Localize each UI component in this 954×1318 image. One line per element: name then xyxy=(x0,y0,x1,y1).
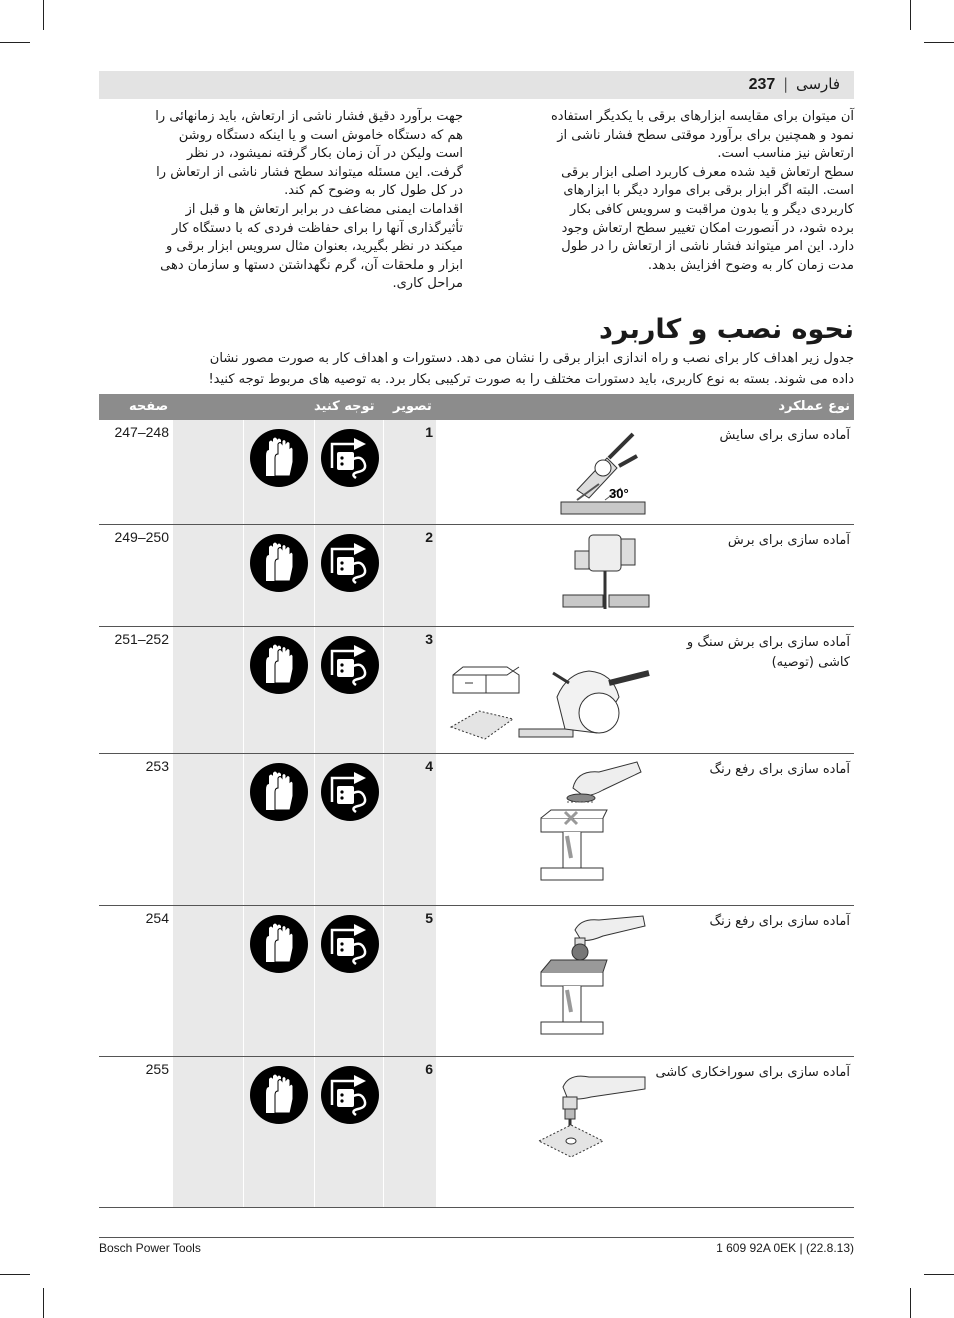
grey-cell xyxy=(384,1057,436,1207)
header-page: صفحه xyxy=(129,399,169,414)
grinding-illustration xyxy=(559,428,653,518)
crop-mark xyxy=(0,42,30,43)
figure-number: 4 xyxy=(425,758,433,774)
crop-mark xyxy=(910,1288,911,1318)
intro-line: داده می شوند. بسته به نوع کاربری، باید دستورات مختلف را به صورت ترکیبی بکار برد. به توصیه های مربوط توجه کنید! xyxy=(208,372,854,387)
text-column-left xyxy=(99,108,463,294)
unplug-icon xyxy=(320,914,380,974)
table-header xyxy=(99,394,854,420)
unplug-icon xyxy=(320,1065,380,1125)
unplug-icon xyxy=(320,635,380,695)
table-row xyxy=(99,754,854,906)
paragraph-line: گرفت. این مسئله میتواند سطح فشار ناشی از ارتعاش را xyxy=(156,164,463,180)
paragraph-line: میکند در نظر بگیرید، بعنوان مثال سرویس ابزار برقی و xyxy=(166,239,463,255)
paragraph-line: اقدامات ایمنی مضاعف در برابر ارتعاش ها و قبل از xyxy=(185,201,463,217)
gloves-icon xyxy=(249,635,309,695)
grey-cell xyxy=(384,754,436,905)
table-row xyxy=(99,525,854,627)
unplug-icon xyxy=(320,428,380,488)
table-row xyxy=(99,420,854,525)
figure-number: 3 xyxy=(425,631,433,647)
grey-cell xyxy=(173,906,243,1056)
paragraph-line: آن میتوان برای مقایسه ابزارهای برقی با یکدیگر استفاده xyxy=(550,109,854,124)
paragraph-line: است. البته اگر ابزار برقی برای موارد دیگر با ابزارهای xyxy=(563,183,854,199)
header-note: توجه کنید xyxy=(314,399,375,414)
paragraph-line: در کل طول کار به وضوح کم کند. xyxy=(284,183,463,199)
paragraph-line: است ولیکن در آن زمان بکار گرفته نمیشود، در نظر xyxy=(186,146,463,162)
tile-drilling-illustration xyxy=(537,1071,649,1161)
unplug-icon xyxy=(320,762,380,822)
page-reference: 255 xyxy=(145,1061,169,1077)
figure-number: 1 xyxy=(425,424,433,440)
table-row xyxy=(99,627,854,754)
page-reference: 247–248 xyxy=(114,424,169,440)
application-text: آماده سازی برای سوراخکاری کاشی xyxy=(655,1065,850,1080)
gloves-icon xyxy=(249,428,309,488)
page-reference: 249–250 xyxy=(114,529,169,545)
paragraph-line: مدت زمان کار به وضوح افزایش بدهد. xyxy=(647,257,854,273)
grey-cell xyxy=(173,420,243,524)
language-label: فارسی xyxy=(795,75,840,93)
page-reference: 254 xyxy=(145,910,169,926)
crop-mark xyxy=(910,0,911,30)
figure-number: 2 xyxy=(425,529,433,545)
intro-line: جدول زیر اهداف کار برای نصب و راه اندازی ابزار برقی را نشان می دهد. دستورات و اهداف کار به صورت مصور نشان xyxy=(209,351,854,366)
footer-brand: Bosch Power Tools xyxy=(99,1241,201,1255)
figure-number: 5 xyxy=(425,910,433,926)
paragraph-line: مراحل کاری. xyxy=(392,276,463,292)
application-text: آماده سازی برای سایش xyxy=(719,428,850,443)
paragraph-line: جهت برآورد دقیق فشار ناشی از ارتعاش، باید زمانهائی را xyxy=(155,109,463,124)
paragraph-line: سطح ارتعاش قید شده معرف کاربرد اصلی ابزار برقی xyxy=(561,164,854,180)
rust-removal-illustration xyxy=(537,912,649,1038)
gloves-icon xyxy=(249,762,309,822)
application-text: آماده سازی برای برش xyxy=(727,533,850,548)
tile-cutting-illustration xyxy=(449,653,654,743)
header-figure: تصویر xyxy=(393,399,432,414)
paragraph-line: تأثیرگذاری آنها را برای حفاظت فردی که با دستگاه کار xyxy=(172,220,463,236)
paragraph-line: ارتعاش نیز مناسب است. xyxy=(717,146,854,162)
crop-mark xyxy=(43,0,44,30)
paragraph-line: نمود و همچنین برای برآورد موقتی سطح فشار ناشی از xyxy=(557,127,854,143)
paragraph-line: هم که دستگاه خاموش است و یا اینکه دستگاه روشن xyxy=(178,127,463,143)
cutting-illustration xyxy=(561,529,651,619)
figure-number: 6 xyxy=(425,1061,433,1077)
grey-cell xyxy=(384,906,436,1056)
crop-mark xyxy=(0,1274,30,1275)
crop-mark xyxy=(43,1288,44,1318)
text-column-right xyxy=(490,108,854,275)
header-application: نوع عملکرد xyxy=(778,399,850,414)
header-text xyxy=(749,75,840,94)
crop-mark xyxy=(924,42,954,43)
header-separator: | xyxy=(783,75,789,93)
page-reference: 251–252 xyxy=(114,631,169,647)
paragraph-line: برده شود، در آنصورت امکان تغییر سطح ارتعاش وجود xyxy=(561,220,854,236)
grey-cell xyxy=(173,754,243,905)
angle-label: 30° xyxy=(609,486,629,501)
page-header xyxy=(99,71,854,99)
application-text: آماده سازی برای رفع زنگ xyxy=(709,914,850,929)
application-text: آماده سازی برای برش سنگ و کاشی (توصیه) xyxy=(686,635,850,670)
gloves-icon xyxy=(249,533,309,593)
gloves-icon xyxy=(249,914,309,974)
section-intro xyxy=(99,348,854,390)
gloves-icon xyxy=(249,1065,309,1125)
footer-doc-id: 1 609 92A 0EK | (22.8.13) xyxy=(716,1241,854,1255)
table-row xyxy=(99,906,854,1057)
table-row xyxy=(99,1057,854,1208)
grey-cell xyxy=(173,525,243,626)
unplug-icon xyxy=(320,533,380,593)
page-number: 237 xyxy=(748,76,776,93)
paint-removal-illustration xyxy=(537,758,649,884)
crop-mark xyxy=(924,1274,954,1275)
page-reference: 253 xyxy=(145,758,169,774)
section-title: نحوه نصب و کاربرد xyxy=(599,314,854,345)
paragraph-line: دارد. این امر میتواند فشار ناشی از ارتعاش را در طول xyxy=(561,239,854,255)
paragraph-line: کاربردی دیگر و یا بدون مراقبت و سرویس کافی بکار xyxy=(570,201,854,217)
footer-divider xyxy=(99,1237,854,1238)
paragraph-line: ابزار و ملحقات آن، گرم نگهداشتن دستها و سازمان دهی xyxy=(160,257,463,273)
grey-cell xyxy=(173,1057,243,1207)
grey-cell xyxy=(173,627,243,753)
application-text: آماده سازی برای رفع رنگ xyxy=(709,762,850,777)
